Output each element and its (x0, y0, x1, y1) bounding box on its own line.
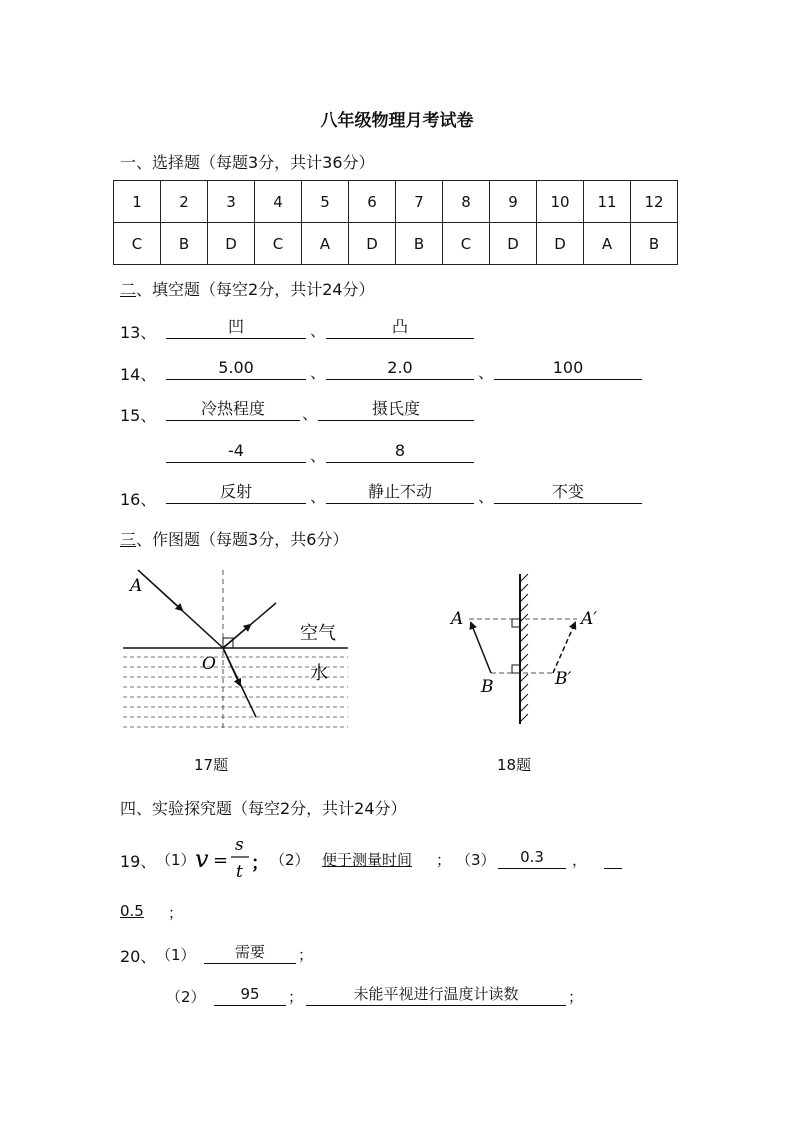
label-air: 空气 (300, 623, 336, 644)
q19-answer-3: 0.3 (498, 846, 566, 869)
table-cell-answer: B (631, 223, 678, 265)
q15-answer-a: 冷热程度 (166, 398, 300, 421)
table-cell-answer: C (443, 223, 490, 265)
q19-number: 19、 (120, 852, 157, 871)
table-cell-number: 3 (208, 181, 255, 223)
table-cell-number: 6 (349, 181, 396, 223)
label-a: A (130, 576, 143, 596)
q20-part1-label: （1） (156, 946, 196, 964)
formula-v: v (195, 845, 209, 873)
table-cell-number: 12 (631, 181, 678, 223)
label-b-prime: B′ (555, 669, 572, 689)
formula-end: ； (251, 853, 269, 874)
q15-separator-2: 、 (310, 446, 327, 465)
q20-part2-label: （2） (166, 988, 206, 1006)
q13-number: 13、 (120, 323, 157, 342)
table-cell-answer: D (208, 223, 255, 265)
table-cell-number: 10 (537, 181, 584, 223)
right-angle-mark-a (512, 619, 520, 627)
q19-formula (193, 832, 273, 884)
table-cell-answer: A (302, 223, 349, 265)
section3-heading (120, 527, 348, 550)
q20-number: 20、 (120, 947, 157, 966)
table-cell-number: 4 (255, 181, 302, 223)
section3-heading-rest: 、作图题（每题3分，共6分） (136, 530, 349, 549)
answer-table-answers-row (114, 223, 678, 265)
table-cell-answer: C (114, 223, 161, 265)
q19-part3-label: （3） (456, 851, 496, 869)
q16-separator-2: 、 (478, 487, 495, 506)
q14-answer-b: 2.0 (326, 357, 474, 380)
object-arrow-ab (471, 623, 491, 673)
table-cell-answer: D (349, 223, 396, 265)
q16-answer-b: 静止不动 (326, 481, 474, 504)
table-cell-answer: B (161, 223, 208, 265)
q20-answer-1: 需要 (204, 941, 296, 964)
q19-answer-4: 0.5 (120, 902, 144, 920)
table-cell-answer: D (490, 223, 537, 265)
reflected-ray-arrow (223, 625, 250, 648)
q19-answer-4-line (604, 846, 622, 869)
q13-answer-b: 凸 (326, 316, 474, 339)
formula-denominator: t (236, 862, 243, 882)
section3-heading-prefix: 三 (120, 530, 137, 549)
answer-table (113, 180, 678, 265)
q14-answer-a: 5.00 (166, 357, 306, 380)
q13-separator: 、 (310, 321, 327, 340)
table-cell-number: 11 (584, 181, 631, 223)
q20-answer-2: 95 (214, 983, 286, 1006)
q15-separator-1: 、 (302, 404, 319, 423)
q14-answer-c: 100 (494, 357, 642, 380)
section2-heading-rest: 、填空题（每空2分，共计24分） (136, 280, 375, 299)
q19-end: ； (168, 904, 184, 922)
page-title: 八年级物理月考试卷 (320, 111, 474, 131)
table-cell-number: 1 (114, 181, 161, 223)
q19-answer-2: 便于测量时间 (322, 851, 413, 869)
q14-number: 14、 (120, 365, 157, 384)
q16-separator-1: 、 (310, 487, 327, 506)
mirror-hatching (520, 574, 528, 722)
q19-answer-2-end: ； (436, 851, 452, 869)
q14-separator-1: 、 (310, 363, 327, 382)
q20-answer-1-end: ； (298, 946, 314, 964)
section2-heading (120, 277, 375, 300)
q14-separator-2: 、 (478, 363, 495, 382)
q15-answer-d: 8 (326, 440, 474, 463)
incident-ray-arrow (138, 570, 182, 610)
label-a: A (451, 609, 464, 629)
q20-answer-3: 未能平视进行温度计读数 (306, 983, 566, 1006)
label-b: B (481, 677, 494, 697)
formula-numerator: s (235, 835, 244, 855)
right-angle-mark-b (512, 665, 520, 673)
q19-part2-label: （2） (270, 851, 310, 869)
formula-equals: = (213, 850, 229, 871)
label-o: O (202, 654, 216, 674)
image-arrow-ab-prime (553, 623, 575, 673)
figure-17-refraction-diagram (118, 565, 358, 735)
table-cell-number: 8 (443, 181, 490, 223)
q19-part1-label: （1） (156, 851, 196, 869)
table-cell-answer: C (255, 223, 302, 265)
section1-heading: 一、选择题（每题3分，共计36分） (120, 153, 375, 172)
table-cell-number: 9 (490, 181, 537, 223)
table-cell-answer: D (537, 223, 584, 265)
figure-18-mirror-diagram (445, 572, 615, 727)
label-a-prime: A′ (581, 609, 598, 629)
q16-answer-c: 不变 (494, 481, 642, 504)
q19-comma: ， (572, 851, 588, 869)
q15-number: 15、 (120, 406, 157, 425)
q13-answer-a: 凹 (166, 316, 306, 339)
table-cell-number: 7 (396, 181, 443, 223)
q16-answer-a: 反射 (166, 481, 306, 504)
table-cell-answer: A (584, 223, 631, 265)
figure-17-caption: 17题 (194, 756, 229, 774)
table-cell-number: 2 (161, 181, 208, 223)
table-cell-answer: B (396, 223, 443, 265)
answer-table-numbers-row (114, 181, 678, 223)
q15-answer-b: 摄氏度 (318, 398, 474, 421)
q20-separator: ； (288, 988, 304, 1006)
table-cell-number: 5 (302, 181, 349, 223)
q20-end: ； (568, 988, 584, 1006)
q15-answer-c: -4 (166, 440, 306, 463)
label-water: 水 (310, 663, 328, 684)
q16-number: 16、 (120, 490, 157, 509)
section4-heading: 四、实验探究题（每空2分，共计24分） (120, 799, 407, 818)
section2-heading-prefix: 二 (120, 280, 137, 299)
figure-18-caption: 18题 (497, 756, 532, 774)
